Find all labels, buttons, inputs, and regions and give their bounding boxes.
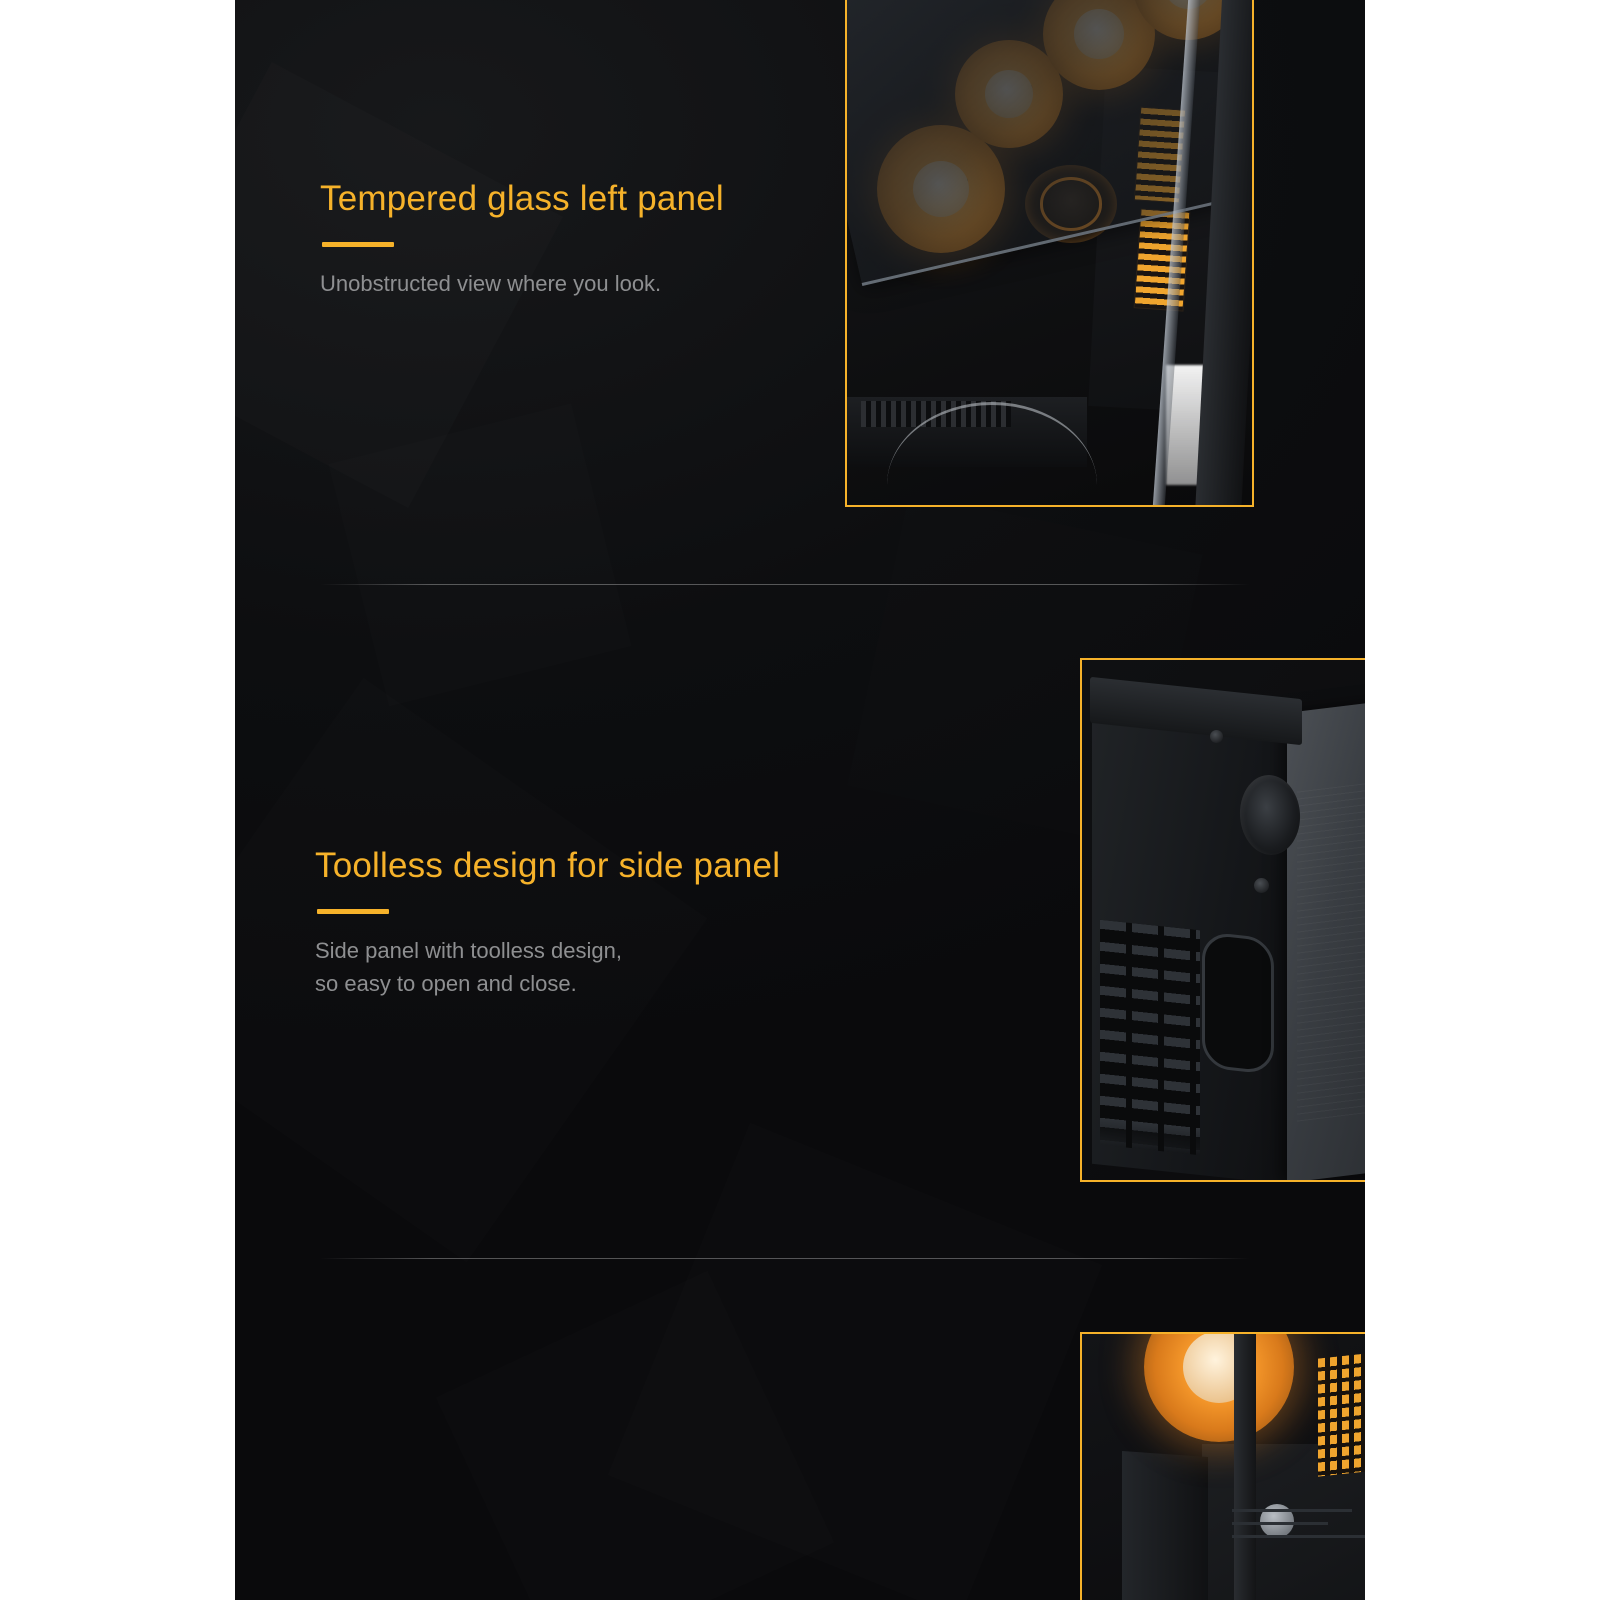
background-facet [608,1123,1103,1600]
accent-rule [317,909,389,914]
toolless-body-line1: Side panel with toolless design, [315,938,622,963]
interior-hardware-photo [1080,1332,1365,1600]
background-facet [328,403,631,706]
toolless-text-block [315,845,795,1000]
section-divider [320,584,1250,585]
dark-content-panel [235,0,1365,1600]
background-facet [436,1271,835,1600]
toolless-body-line2: so easy to open and close. [315,971,577,996]
tempered-glass-heading: Tempered glass left panel [320,179,724,218]
accent-rule [322,242,394,247]
screw-icon [1210,730,1223,743]
toolless-heading: Toolless design for side panel [315,846,781,885]
tempered-glass-photo [845,0,1254,507]
tempered-glass-text-block [320,178,800,300]
tempered-glass-body: Unobstructed view where you look. [320,271,662,296]
screw-icon [1254,878,1269,893]
section-divider [320,1258,1250,1259]
toolless-side-panel-photo [1080,658,1365,1182]
